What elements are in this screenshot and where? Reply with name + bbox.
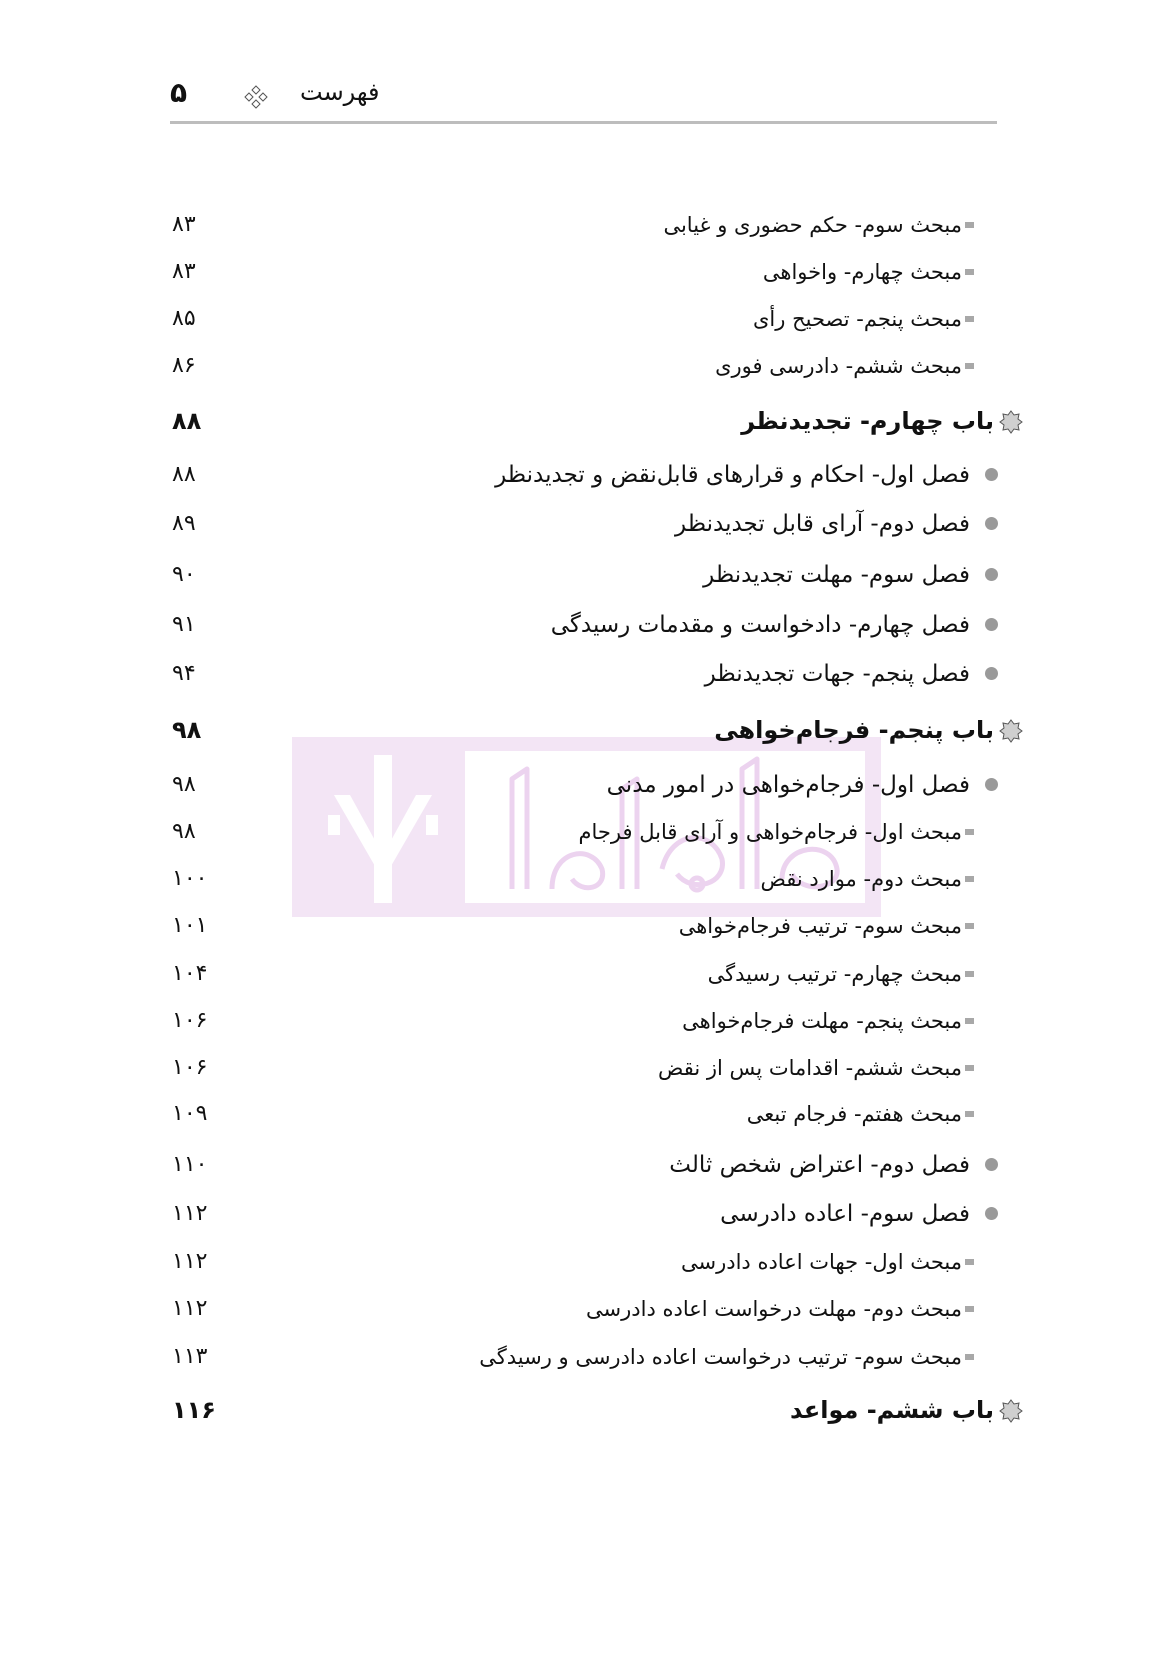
round-bullet-icon	[985, 517, 998, 530]
toc-entry-fasl	[0, 654, 1166, 694]
toc-entry-title: مبحث دوم- مهلت درخواست اعاده دادرسی	[586, 1297, 962, 1321]
round-bullet-icon	[985, 568, 998, 581]
toc-entry-page: ۱۱۳	[172, 1344, 208, 1369]
toc-entry-title: فصل چهارم- دادخواست و مقدمات رسیدگی	[550, 612, 970, 638]
toc-entry-fasl	[0, 455, 1166, 495]
toc-entry-title: فصل دوم- آرای قابل تجدیدنظر	[675, 511, 970, 537]
square-bullet-icon	[965, 876, 974, 882]
octagram-bullet-icon	[999, 410, 1023, 434]
toc-entry-page: ۱۱۰	[172, 1152, 208, 1177]
toc-entry-title: مبحث چهارم- ترتیب رسیدگی	[707, 962, 962, 986]
toc-entry-title: فصل اول- فرجام‌خواهی در امور مدنی	[606, 772, 970, 798]
toc-entry-page: ۱۱۲	[172, 1201, 208, 1226]
running-header-title: فهرست	[300, 78, 380, 106]
toc-entry-page: ۱۰۴	[172, 961, 208, 986]
toc-entry-page: ۱۱۲	[172, 1249, 208, 1274]
toc-entry-mabhath	[0, 1048, 1166, 1088]
toc-entry-title: باب پنجم- فرجام‌خواهی	[714, 716, 994, 744]
toc-entry-mabhath	[0, 346, 1166, 386]
toc-entry-mabhath	[0, 954, 1166, 994]
square-bullet-icon	[965, 829, 974, 835]
toc-entry-bab	[0, 710, 1166, 750]
toc-entry-page: ۱۰۱	[172, 913, 208, 938]
toc-entry-fasl	[0, 555, 1166, 595]
toc-entry-mabhath	[0, 859, 1166, 899]
toc-entry-fasl	[0, 765, 1166, 805]
toc-entry-page: ۱۱۲	[172, 1296, 208, 1321]
toc-entry-title: مبحث هفتم- فرجام تبعی	[746, 1102, 962, 1126]
square-bullet-icon	[965, 222, 974, 228]
square-bullet-icon	[965, 923, 974, 929]
toc-entry-title: فصل پنجم- جهات تجدیدنظر	[704, 661, 970, 687]
square-bullet-icon	[965, 269, 974, 275]
round-bullet-icon	[985, 667, 998, 680]
square-bullet-icon	[965, 316, 974, 322]
toc-entry-page: ۸۸	[172, 407, 202, 435]
round-bullet-icon	[985, 1158, 998, 1171]
toc-entry-title: مبحث ششم- اقدامات پس از نقض	[658, 1056, 962, 1080]
toc-entry-page: ۹۱	[172, 612, 196, 637]
toc-entry-page: ۹۸	[172, 716, 202, 744]
square-bullet-icon	[965, 1306, 974, 1312]
round-bullet-icon	[985, 1207, 998, 1220]
toc-entry-mabhath	[0, 1242, 1166, 1282]
toc-entry-page: ۱۰۶	[172, 1008, 208, 1033]
toc-entry-mabhath	[0, 1001, 1166, 1041]
square-bullet-icon	[965, 1259, 974, 1265]
toc-entry-title: فصل سوم- اعاده دادرسی	[720, 1201, 970, 1227]
square-bullet-icon	[965, 1065, 974, 1071]
square-bullet-icon	[965, 1354, 974, 1360]
toc-entry-title: مبحث سوم- حکم حضوری و غیابی	[663, 213, 962, 237]
square-bullet-icon	[965, 363, 974, 369]
toc-entry-title: مبحث اول- فرجام‌خواهی و آرای قابل فرجام	[578, 820, 962, 844]
toc-entry-title: فصل سوم- مهلت تجدیدنظر	[703, 562, 970, 588]
toc-entry-bab	[0, 401, 1166, 441]
round-bullet-icon	[985, 468, 998, 481]
toc-entry-title: مبحث اول- جهات اعاده دادرسی	[681, 1250, 962, 1274]
toc-entry-mabhath	[0, 1337, 1166, 1377]
round-bullet-icon	[985, 618, 998, 631]
toc-entry-title: مبحث سوم- ترتیب درخواست اعاده دادرسی و رسیدگی	[479, 1345, 962, 1369]
page-number: ۵	[170, 76, 188, 109]
toc-entry-title: مبحث سوم- ترتیب فرجام‌خواهی	[678, 914, 962, 938]
toc-entry-title: مبحث پنجم- تصحیح رأی	[753, 307, 962, 331]
diamond-cluster-icon	[243, 84, 269, 110]
square-bullet-icon	[965, 1018, 974, 1024]
toc-entry-title: مبحث دوم- موارد نقض	[760, 867, 962, 891]
toc-entry-page: ۸۶	[172, 353, 196, 378]
toc-entry-title: مبحث پنجم- مهلت فرجام‌خواهی	[682, 1009, 962, 1033]
round-bullet-icon	[985, 778, 998, 791]
square-bullet-icon	[965, 1111, 974, 1117]
toc-entry-page: ۱۱۶	[172, 1396, 216, 1424]
toc-entry-page: ۱۰۹	[172, 1101, 208, 1126]
toc-entry-page: ۸۳	[172, 212, 196, 237]
toc-entry-page: ۱۰۶	[172, 1055, 208, 1080]
toc-entry-mabhath	[0, 205, 1166, 245]
toc-entry-page: ۹۸	[172, 772, 196, 797]
toc-entry-fasl	[0, 1194, 1166, 1234]
toc-entry-bab	[0, 1390, 1166, 1430]
toc-entry-mabhath	[0, 906, 1166, 946]
toc-entry-mabhath	[0, 252, 1166, 292]
toc-entry-page: ۱۰۰	[172, 866, 208, 891]
header-rule	[170, 121, 997, 124]
toc-entry-mabhath	[0, 299, 1166, 339]
toc-entry-page: ۸۵	[172, 306, 196, 331]
octagram-bullet-icon	[999, 719, 1023, 743]
toc-entry-title: مبحث چهارم- واخواهی	[762, 260, 962, 284]
toc-entry-page: ۸۳	[172, 259, 196, 284]
toc-entry-fasl	[0, 504, 1166, 544]
toc-entry-page: ۹۴	[172, 661, 196, 686]
toc-entry-page: ۹۸	[172, 819, 196, 844]
toc-entry-page: ۸۸	[172, 462, 196, 487]
toc-entry-fasl	[0, 605, 1166, 645]
toc-entry-mabhath	[0, 1094, 1166, 1134]
toc-entry-mabhath	[0, 1289, 1166, 1329]
toc-entry-title: باب ششم- مواعد	[789, 1396, 994, 1424]
toc-entry-title: فصل اول- احکام و قرارهای قابل‌نقض و تجدیدنظر	[495, 462, 970, 488]
octagram-bullet-icon	[999, 1399, 1023, 1423]
toc-entry-title: باب چهارم- تجدیدنظر	[741, 407, 994, 435]
toc-entry-fasl	[0, 1145, 1166, 1185]
toc-entry-mabhath	[0, 812, 1166, 852]
toc-entry-page: ۹۰	[172, 562, 196, 587]
toc-entry-title: مبحث ششم- دادرسی فوری	[715, 354, 962, 378]
square-bullet-icon	[965, 971, 974, 977]
toc-entry-title: فصل دوم- اعتراض شخص ثالث	[669, 1152, 970, 1178]
toc-entry-page: ۸۹	[172, 511, 196, 536]
